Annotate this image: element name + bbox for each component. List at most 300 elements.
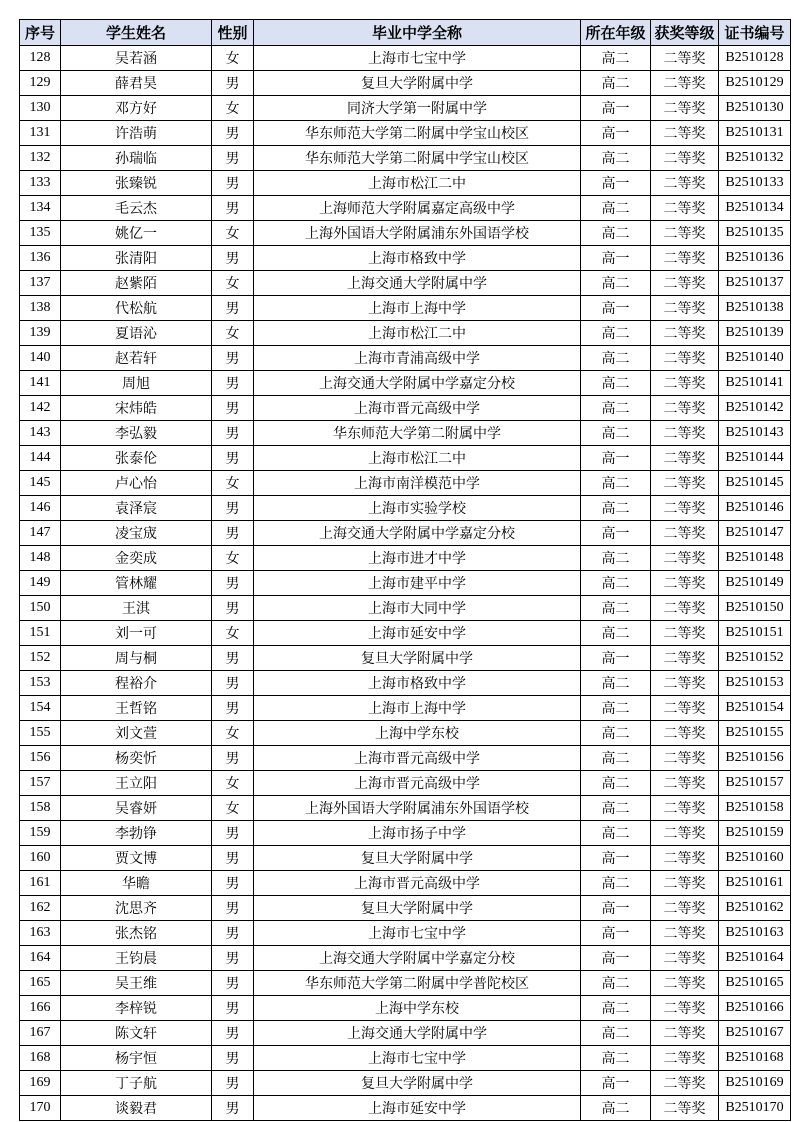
table-row (20, 446, 791, 471)
table-row (20, 221, 791, 246)
cell-student-name: 程裕介 (61, 671, 212, 696)
cell-student-name: 夏语沁 (61, 321, 212, 346)
cell-certificate-no: B2510157 (719, 771, 791, 796)
table-row (20, 871, 791, 896)
cell-certificate-no: B2510132 (719, 146, 791, 171)
table-row (20, 271, 791, 296)
cell-grade: 高二 (581, 196, 651, 221)
cell-award-level: 二等奖 (651, 221, 719, 246)
cell-serial-no: 136 (20, 246, 61, 271)
cell-award-level: 二等奖 (651, 671, 719, 696)
cell-gender: 男 (212, 521, 254, 546)
cell-serial-no: 158 (20, 796, 61, 821)
cell-award-level: 二等奖 (651, 396, 719, 421)
cell-school-name: 上海外国语大学附属浦东外国语学校 (254, 221, 581, 246)
cell-grade: 高二 (581, 321, 651, 346)
cell-grade: 高二 (581, 621, 651, 646)
table-row (20, 646, 791, 671)
table-body (20, 46, 791, 1121)
cell-student-name: 张清阳 (61, 246, 212, 271)
cell-award-level: 二等奖 (651, 696, 719, 721)
cell-award-level: 二等奖 (651, 46, 719, 71)
cell-student-name: 毛云杰 (61, 196, 212, 221)
cell-serial-no: 128 (20, 46, 61, 71)
cell-gender: 男 (212, 71, 254, 96)
cell-award-level: 二等奖 (651, 746, 719, 771)
table-row (20, 746, 791, 771)
cell-award-level: 二等奖 (651, 446, 719, 471)
cell-award-level: 二等奖 (651, 371, 719, 396)
cell-school-name: 华东师范大学第二附属中学宝山校区 (254, 121, 581, 146)
cell-serial-no: 154 (20, 696, 61, 721)
cell-student-name: 刘一可 (61, 621, 212, 646)
cell-gender: 男 (212, 671, 254, 696)
cell-school-name: 上海市实验学校 (254, 496, 581, 521)
cell-award-level: 二等奖 (651, 96, 719, 121)
cell-award-level: 二等奖 (651, 1046, 719, 1071)
cell-grade: 高一 (581, 946, 651, 971)
cell-student-name: 王立阳 (61, 771, 212, 796)
cell-award-level: 二等奖 (651, 871, 719, 896)
cell-certificate-no: B2510163 (719, 921, 791, 946)
cell-certificate-no: B2510166 (719, 996, 791, 1021)
cell-student-name: 袁泽宸 (61, 496, 212, 521)
cell-gender: 男 (212, 571, 254, 596)
cell-serial-no: 167 (20, 1021, 61, 1046)
cell-serial-no: 141 (20, 371, 61, 396)
cell-grade: 高二 (581, 546, 651, 571)
table-row (20, 421, 791, 446)
cell-award-level: 二等奖 (651, 296, 719, 321)
cell-school-name: 上海交通大学附属中学嘉定分校 (254, 946, 581, 971)
cell-serial-no: 137 (20, 271, 61, 296)
cell-gender: 男 (212, 246, 254, 271)
cell-serial-no: 169 (20, 1071, 61, 1096)
cell-grade: 高二 (581, 971, 651, 996)
cell-student-name: 姚亿一 (61, 221, 212, 246)
cell-serial-no: 164 (20, 946, 61, 971)
cell-serial-no: 170 (20, 1096, 61, 1121)
cell-student-name: 张杰铭 (61, 921, 212, 946)
cell-gender: 男 (212, 896, 254, 921)
cell-student-name: 金奕成 (61, 546, 212, 571)
cell-grade: 高二 (581, 346, 651, 371)
cell-certificate-no: B2510155 (719, 721, 791, 746)
cell-gender: 男 (212, 746, 254, 771)
cell-award-level: 二等奖 (651, 896, 719, 921)
table-row (20, 546, 791, 571)
cell-student-name: 吴若涵 (61, 46, 212, 71)
cell-school-name: 复旦大学附属中学 (254, 846, 581, 871)
cell-serial-no: 143 (20, 421, 61, 446)
cell-student-name: 代松航 (61, 296, 212, 321)
table-row (20, 1071, 791, 1096)
cell-gender: 男 (212, 296, 254, 321)
cell-certificate-no: B2510158 (719, 796, 791, 821)
table-row (20, 196, 791, 221)
cell-student-name: 沈思齐 (61, 896, 212, 921)
header-school-name: 毕业中学全称 (254, 20, 581, 46)
table-row (20, 996, 791, 1021)
cell-gender: 男 (212, 1096, 254, 1121)
table-row (20, 1096, 791, 1121)
cell-student-name: 许浩萌 (61, 121, 212, 146)
cell-certificate-no: B2510153 (719, 671, 791, 696)
cell-gender: 女 (212, 96, 254, 121)
cell-serial-no: 129 (20, 71, 61, 96)
cell-gender: 女 (212, 471, 254, 496)
table-row (20, 821, 791, 846)
table-row (20, 596, 791, 621)
cell-certificate-no: B2510170 (719, 1096, 791, 1121)
cell-grade: 高一 (581, 171, 651, 196)
cell-grade: 高二 (581, 1021, 651, 1046)
cell-serial-no: 165 (20, 971, 61, 996)
cell-award-level: 二等奖 (651, 646, 719, 671)
cell-award-level: 二等奖 (651, 271, 719, 296)
cell-student-name: 李梓锐 (61, 996, 212, 1021)
cell-certificate-no: B2510130 (719, 96, 791, 121)
table-row (20, 946, 791, 971)
cell-student-name: 卢心怡 (61, 471, 212, 496)
cell-serial-no: 140 (20, 346, 61, 371)
cell-serial-no: 166 (20, 996, 61, 1021)
cell-school-name: 复旦大学附属中学 (254, 646, 581, 671)
cell-grade: 高二 (581, 146, 651, 171)
cell-grade: 高一 (581, 846, 651, 871)
cell-school-name: 上海交通大学附属中学 (254, 271, 581, 296)
cell-student-name: 赵紫陌 (61, 271, 212, 296)
cell-certificate-no: B2510128 (719, 46, 791, 71)
cell-student-name: 杨宇恒 (61, 1046, 212, 1071)
cell-grade: 高一 (581, 521, 651, 546)
cell-certificate-no: B2510135 (719, 221, 791, 246)
cell-serial-no: 134 (20, 196, 61, 221)
header-student-name: 学生姓名 (61, 20, 212, 46)
cell-award-level: 二等奖 (651, 946, 719, 971)
cell-grade: 高二 (581, 371, 651, 396)
cell-serial-no: 147 (20, 521, 61, 546)
cell-gender: 男 (212, 821, 254, 846)
cell-school-name: 华东师范大学第二附属中学 (254, 421, 581, 446)
cell-award-level: 二等奖 (651, 471, 719, 496)
cell-gender: 女 (212, 221, 254, 246)
table-row (20, 396, 791, 421)
cell-serial-no: 168 (20, 1046, 61, 1071)
cell-serial-no: 146 (20, 496, 61, 521)
cell-grade: 高一 (581, 646, 651, 671)
cell-certificate-no: B2510154 (719, 696, 791, 721)
cell-award-level: 二等奖 (651, 796, 719, 821)
table-row (20, 1046, 791, 1071)
cell-student-name: 杨奕忻 (61, 746, 212, 771)
cell-serial-no: 135 (20, 221, 61, 246)
cell-grade: 高二 (581, 871, 651, 896)
cell-serial-no: 145 (20, 471, 61, 496)
cell-gender: 女 (212, 721, 254, 746)
cell-certificate-no: B2510146 (719, 496, 791, 521)
cell-serial-no: 157 (20, 771, 61, 796)
cell-grade: 高一 (581, 246, 651, 271)
table-row (20, 846, 791, 871)
cell-student-name: 吴王维 (61, 971, 212, 996)
table-row (20, 571, 791, 596)
cell-award-level: 二等奖 (651, 596, 719, 621)
cell-serial-no: 151 (20, 621, 61, 646)
cell-grade: 高二 (581, 496, 651, 521)
cell-award-level: 二等奖 (651, 321, 719, 346)
table-row (20, 96, 791, 121)
table-row (20, 971, 791, 996)
cell-serial-no: 152 (20, 646, 61, 671)
cell-school-name: 上海市晋元高级中学 (254, 771, 581, 796)
cell-gender: 男 (212, 1071, 254, 1096)
cell-award-level: 二等奖 (651, 571, 719, 596)
cell-serial-no: 155 (20, 721, 61, 746)
cell-student-name: 王淇 (61, 596, 212, 621)
cell-student-name: 周旭 (61, 371, 212, 396)
cell-school-name: 上海市晋元高级中学 (254, 746, 581, 771)
cell-gender: 男 (212, 871, 254, 896)
cell-serial-no: 162 (20, 896, 61, 921)
table-row (20, 721, 791, 746)
cell-serial-no: 153 (20, 671, 61, 696)
cell-gender: 女 (212, 46, 254, 71)
table-row (20, 171, 791, 196)
cell-student-name: 周与桐 (61, 646, 212, 671)
cell-grade: 高二 (581, 721, 651, 746)
cell-gender: 男 (212, 971, 254, 996)
cell-certificate-no: B2510141 (719, 371, 791, 396)
cell-serial-no: 150 (20, 596, 61, 621)
cell-serial-no: 144 (20, 446, 61, 471)
cell-grade: 高二 (581, 996, 651, 1021)
cell-certificate-no: B2510144 (719, 446, 791, 471)
cell-gender: 男 (212, 121, 254, 146)
cell-certificate-no: B2510131 (719, 121, 791, 146)
cell-award-level: 二等奖 (651, 996, 719, 1021)
cell-school-name: 上海市南洋模范中学 (254, 471, 581, 496)
cell-certificate-no: B2510138 (719, 296, 791, 321)
cell-school-name: 上海市七宝中学 (254, 46, 581, 71)
cell-school-name: 华东师范大学第二附属中学普陀校区 (254, 971, 581, 996)
cell-certificate-no: B2510149 (719, 571, 791, 596)
cell-school-name: 上海市七宝中学 (254, 1046, 581, 1071)
table-row (20, 521, 791, 546)
cell-student-name: 张臻锐 (61, 171, 212, 196)
cell-school-name: 上海市上海中学 (254, 296, 581, 321)
cell-certificate-no: B2510169 (719, 1071, 791, 1096)
cell-school-name: 上海市扬子中学 (254, 821, 581, 846)
cell-student-name: 王哲铭 (61, 696, 212, 721)
cell-serial-no: 138 (20, 296, 61, 321)
header-grade: 所在年级 (581, 20, 651, 46)
cell-school-name: 复旦大学附属中学 (254, 896, 581, 921)
cell-serial-no: 148 (20, 546, 61, 571)
cell-gender: 女 (212, 271, 254, 296)
cell-school-name: 上海中学东校 (254, 996, 581, 1021)
cell-school-name: 上海市晋元高级中学 (254, 871, 581, 896)
cell-school-name: 上海中学东校 (254, 721, 581, 746)
cell-grade: 高一 (581, 921, 651, 946)
cell-grade: 高二 (581, 771, 651, 796)
cell-school-name: 上海交通大学附属中学 (254, 1021, 581, 1046)
table-row (20, 321, 791, 346)
cell-gender: 男 (212, 146, 254, 171)
cell-school-name: 华东师范大学第二附属中学宝山校区 (254, 146, 581, 171)
cell-grade: 高二 (581, 71, 651, 96)
cell-gender: 男 (212, 1046, 254, 1071)
cell-grade: 高一 (581, 1071, 651, 1096)
cell-award-level: 二等奖 (651, 121, 719, 146)
cell-serial-no: 163 (20, 921, 61, 946)
cell-award-level: 二等奖 (651, 71, 719, 96)
cell-serial-no: 130 (20, 96, 61, 121)
cell-school-name: 上海市松江二中 (254, 446, 581, 471)
cell-grade: 高二 (581, 221, 651, 246)
cell-gender: 男 (212, 996, 254, 1021)
cell-grade: 高二 (581, 1096, 651, 1121)
cell-certificate-no: B2510165 (719, 971, 791, 996)
cell-gender: 女 (212, 621, 254, 646)
table-header-row (20, 20, 791, 46)
table-row (20, 921, 791, 946)
cell-student-name: 谈毅君 (61, 1096, 212, 1121)
cell-award-level: 二等奖 (651, 721, 719, 746)
table-row (20, 246, 791, 271)
cell-student-name: 赵若轩 (61, 346, 212, 371)
cell-award-level: 二等奖 (651, 846, 719, 871)
cell-certificate-no: B2510137 (719, 271, 791, 296)
table-row (20, 296, 791, 321)
cell-certificate-no: B2510164 (719, 946, 791, 971)
cell-certificate-no: B2510159 (719, 821, 791, 846)
table-row (20, 771, 791, 796)
cell-school-name: 上海市松江二中 (254, 171, 581, 196)
cell-gender: 男 (212, 346, 254, 371)
cell-serial-no: 132 (20, 146, 61, 171)
cell-serial-no: 159 (20, 821, 61, 846)
cell-award-level: 二等奖 (651, 621, 719, 646)
cell-grade: 高二 (581, 571, 651, 596)
cell-gender: 男 (212, 196, 254, 221)
cell-certificate-no: B2510152 (719, 646, 791, 671)
cell-serial-no: 139 (20, 321, 61, 346)
cell-gender: 女 (212, 796, 254, 821)
table-row (20, 896, 791, 921)
cell-award-level: 二等奖 (651, 171, 719, 196)
cell-gender: 男 (212, 921, 254, 946)
cell-certificate-no: B2510160 (719, 846, 791, 871)
cell-school-name: 同济大学第一附属中学 (254, 96, 581, 121)
cell-student-name: 邓方好 (61, 96, 212, 121)
cell-award-level: 二等奖 (651, 1071, 719, 1096)
cell-student-name: 李弘毅 (61, 421, 212, 446)
cell-certificate-no: B2510167 (719, 1021, 791, 1046)
cell-certificate-no: B2510139 (719, 321, 791, 346)
table-row (20, 121, 791, 146)
cell-certificate-no: B2510129 (719, 71, 791, 96)
table-row (20, 346, 791, 371)
cell-student-name: 王钧晨 (61, 946, 212, 971)
cell-gender: 男 (212, 421, 254, 446)
cell-school-name: 上海师范大学附属嘉定高级中学 (254, 196, 581, 221)
table-row (20, 696, 791, 721)
cell-grade: 高一 (581, 296, 651, 321)
cell-award-level: 二等奖 (651, 1096, 719, 1121)
header-certificate-no: 证书编号 (719, 20, 791, 46)
cell-serial-no: 161 (20, 871, 61, 896)
cell-gender: 男 (212, 846, 254, 871)
award-list-table (19, 19, 791, 1121)
cell-gender: 男 (212, 171, 254, 196)
cell-student-name: 贾文博 (61, 846, 212, 871)
cell-serial-no: 142 (20, 396, 61, 421)
cell-student-name: 宋炜皓 (61, 396, 212, 421)
cell-award-level: 二等奖 (651, 521, 719, 546)
cell-gender: 女 (212, 771, 254, 796)
cell-school-name: 上海市七宝中学 (254, 921, 581, 946)
cell-certificate-no: B2510147 (719, 521, 791, 546)
table-row (20, 496, 791, 521)
cell-award-level: 二等奖 (651, 771, 719, 796)
cell-grade: 高二 (581, 696, 651, 721)
cell-award-level: 二等奖 (651, 421, 719, 446)
header-award-level: 获奖等级 (651, 20, 719, 46)
cell-student-name: 丁子航 (61, 1071, 212, 1096)
cell-school-name: 上海市青浦高级中学 (254, 346, 581, 371)
cell-student-name: 吴睿妍 (61, 796, 212, 821)
table-row (20, 471, 791, 496)
cell-award-level: 二等奖 (651, 546, 719, 571)
cell-grade: 高一 (581, 96, 651, 121)
cell-gender: 男 (212, 396, 254, 421)
cell-certificate-no: B2510140 (719, 346, 791, 371)
cell-grade: 高一 (581, 121, 651, 146)
cell-school-name: 上海市延安中学 (254, 621, 581, 646)
cell-grade: 高二 (581, 746, 651, 771)
cell-award-level: 二等奖 (651, 246, 719, 271)
cell-grade: 高二 (581, 796, 651, 821)
cell-grade: 高二 (581, 396, 651, 421)
cell-gender: 男 (212, 446, 254, 471)
cell-serial-no: 133 (20, 171, 61, 196)
cell-school-name: 上海市建平中学 (254, 571, 581, 596)
cell-award-level: 二等奖 (651, 196, 719, 221)
cell-award-level: 二等奖 (651, 1021, 719, 1046)
cell-school-name: 上海市上海中学 (254, 696, 581, 721)
cell-award-level: 二等奖 (651, 146, 719, 171)
cell-gender: 男 (212, 371, 254, 396)
cell-grade: 高二 (581, 821, 651, 846)
cell-grade: 高二 (581, 596, 651, 621)
cell-gender: 女 (212, 546, 254, 571)
cell-serial-no: 160 (20, 846, 61, 871)
cell-gender: 男 (212, 1021, 254, 1046)
cell-school-name: 复旦大学附属中学 (254, 71, 581, 96)
cell-certificate-no: B2510151 (719, 621, 791, 646)
table-row (20, 621, 791, 646)
cell-grade: 高二 (581, 471, 651, 496)
cell-award-level: 二等奖 (651, 921, 719, 946)
cell-school-name: 上海市进才中学 (254, 546, 581, 571)
cell-student-name: 凌宝宬 (61, 521, 212, 546)
cell-award-level: 二等奖 (651, 821, 719, 846)
cell-certificate-no: B2510162 (719, 896, 791, 921)
cell-school-name: 复旦大学附属中学 (254, 1071, 581, 1096)
cell-school-name: 上海市大同中学 (254, 596, 581, 621)
cell-school-name: 上海市松江二中 (254, 321, 581, 346)
